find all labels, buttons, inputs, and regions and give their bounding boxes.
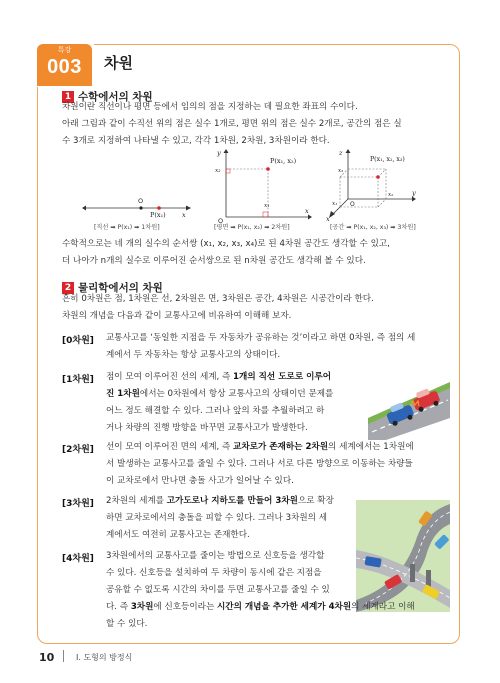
page-title: 차원 — [104, 54, 133, 72]
text-line: 흔히 0차원은 점, 1차원은 선, 2차원은 면, 3차원은 공간, 4차원은 시공간이라 한다. — [62, 294, 374, 304]
text-line: 수 있다. 신호등을 설치하여 두 차량이 동시에 같은 지점을 — [106, 568, 322, 578]
space-x2-label: x₂ — [388, 192, 394, 198]
special-lecture-badge — [37, 44, 92, 86]
desc-4d — [106, 548, 415, 633]
text-line: 수 3개로 지정하여 나타낼 수 있고, 각각 1차원, 2차원, 3차원이라 한다. — [62, 136, 330, 146]
plane-x2-label: x₂ — [215, 168, 221, 174]
line-origin-label: O — [138, 197, 144, 205]
space-x3-label: x₃ — [338, 168, 344, 174]
section-2-title: 물리학에서의 차원 — [78, 282, 163, 294]
line-axis-label: x — [182, 211, 186, 219]
text-line: 서 발생하는 교통사고를 줄일 수 있다. 그러나 서로 다른 방향으로 이동하는 차량들 — [106, 459, 413, 469]
car-crash-illustration — [368, 370, 450, 440]
section-1-title: 수학에서의 차원 — [78, 91, 153, 103]
badge-label: 특강 — [57, 46, 72, 54]
text-line: 이 교차로에서 만나면 충돌 사고가 일어날 수 있다. — [106, 476, 294, 486]
text-line: 아래 그림과 같이 수직선 위의 점은 실수 1개로, 평면 위의 점은 실수 2개로, 공간의 점은 실 — [62, 119, 402, 129]
page-number: 10 — [39, 651, 55, 664]
term-3d: [3차원] — [62, 499, 94, 509]
footer-divider — [63, 650, 64, 662]
plane-x-label: x — [305, 207, 309, 215]
text-line: 어느 정도 해결할 수 있다. 그러나 앞의 차를 추월하려고 하 — [106, 406, 325, 416]
section-1-intro — [62, 99, 447, 150]
text-line: 수학적으로는 네 개의 실수의 순서쌍 (x₁, x₂, x₃, x₄)로 된 4차원 공간도 생각할 수 있고, — [62, 239, 390, 249]
text-line: 진 1차원에서는 0차원에서 항상 교통사고의 상태이던 문제를 — [106, 389, 334, 399]
space-z-label: z — [339, 149, 343, 157]
section-2-number: 2 — [62, 282, 74, 294]
text-line: 다. 즉 3차원에 신호등이라는 시간의 개념을 추가한 세계가 4차원의 세계라고 이해 — [106, 602, 415, 612]
desc-0d — [106, 330, 415, 364]
text-line: 계에서 두 자동차는 항상 교통사고의 상태이다. — [106, 350, 281, 360]
text-line: 점이 모여 이루어진 선의 세계, 즉 1개의 직선 도로로 이루어 — [106, 372, 332, 382]
plane-diagram — [212, 147, 312, 223]
space-origin-label: O — [350, 201, 355, 208]
text-line: 교통사고를 ‘동일한 지점을 두 자동차가 공유하는 것’이라고 하면 0차원, 즉 점의 세 — [106, 333, 416, 343]
chapter-label: Ⅰ. 도형의 방정식 — [76, 653, 133, 662]
term-2d: [2차원] — [62, 445, 94, 455]
line-caption: [직선 ➡ P(x₁) ➡ 1차원] — [94, 224, 160, 231]
term-0d: [0차원] — [62, 336, 94, 346]
plane-x1-label: x₁ — [264, 203, 270, 209]
text-line: 공유할 수 없도록 시간의 차이를 두면 교통사고를 줄일 수 있 — [106, 585, 330, 595]
plane-y-label: y — [217, 149, 221, 157]
plane-caption: [평면 ➡ P(x₁, x₂) ➡ 2차원] — [214, 224, 290, 231]
text-line: 더 나아가 n개의 실수로 이루어진 순서쌍으로 된 n차원 공간도 생각해 볼 수 있다. — [62, 256, 366, 266]
space-caption: [공간 ➡ P(x₁, x₂, x₃) ➡ 3차원] — [330, 224, 416, 231]
space-diagram — [326, 147, 426, 223]
text-line: 할 수 있다. — [106, 619, 148, 629]
badge-number: 003 — [47, 56, 82, 78]
number-line-diagram — [82, 150, 194, 222]
desc-1d — [106, 369, 333, 437]
plane-origin-label: O — [218, 217, 224, 223]
space-point-label: P(x₁, x₂, x₃) — [370, 156, 405, 163]
space-x-label: x — [326, 215, 330, 223]
text-line: 3차원에서의 교통사고를 줄이는 방법으로 신호등을 생각할 — [106, 551, 325, 561]
section-1-outro — [62, 236, 447, 270]
term-4d: [4차원] — [62, 554, 94, 564]
text-line: 계에서도 여전히 교통사고는 존재한다. — [106, 530, 250, 540]
text-line: 선이 모여 이루어진 면의 세계, 즉 교차로가 존재하는 2차원의 세계에서는 1차원에 — [106, 442, 414, 452]
space-y-label: y — [412, 189, 416, 197]
plane-point-label: P(x₁, x₂) — [270, 157, 297, 165]
desc-3d — [106, 493, 334, 544]
line-point-label: P(x₁) — [150, 211, 166, 219]
text-line: 거나 차량의 진행 방향을 바꾸면 교통사고가 발생한다. — [106, 423, 308, 433]
text-line: 차원이란 직선이나 평면 등에서 임의의 점을 지정하는 데 필요한 좌표의 수이다. — [62, 102, 358, 112]
section-1-number: 1 — [62, 91, 74, 103]
text-line: 하면 교차로에서의 충돌을 피할 수 있다. 그러나 3차원의 세 — [106, 513, 327, 523]
term-1d: [1차원] — [62, 375, 94, 385]
text-line: 2차원의 세계를 고가도로나 지하도를 만들어 3차원으로 확장 — [106, 496, 334, 506]
space-x1-label: x₁ — [332, 201, 338, 207]
text-line: 차원의 개념을 다음과 같이 교통사고에 비유하여 이해해 보자. — [62, 311, 292, 321]
desc-2d — [106, 439, 414, 490]
section-2-intro — [62, 291, 447, 325]
